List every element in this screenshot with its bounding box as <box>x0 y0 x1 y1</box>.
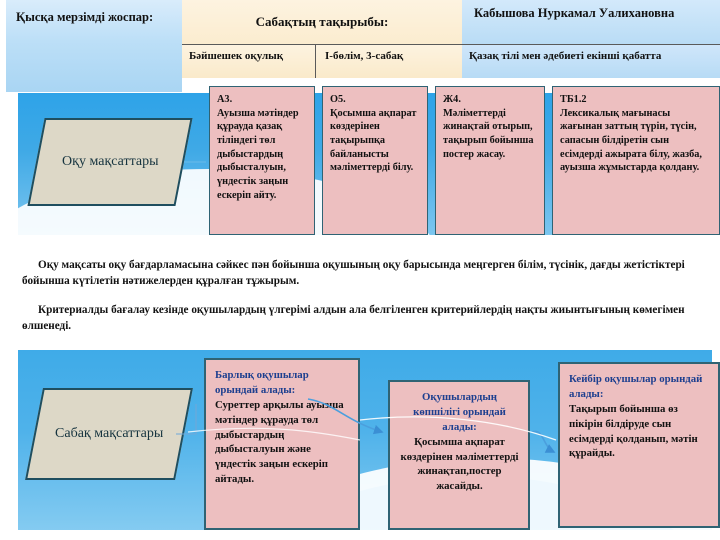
lesson-objective-heading: Кейбір оқушылар орындай алады: <box>569 373 703 400</box>
objective-card-code: Ж4. <box>443 94 461 105</box>
subject-place-label: Қазақ тілі мен әдебиеті екінші қабатта <box>469 50 662 62</box>
lesson-objective-text: Тақырып бойынша өз пікірін білдіруде сын есімдерді қолданып, мәтін құрайды. <box>569 402 698 460</box>
teacher-name-cell <box>462 0 720 44</box>
section-lesson-cell <box>315 44 462 78</box>
note-paragraph-1 <box>22 258 708 290</box>
lesson-objective-card <box>558 362 720 528</box>
lesson-objective-heading: Барлық оқушылар орындай алады: <box>215 369 309 396</box>
learning-objectives-node <box>27 118 192 206</box>
objective-card-code: О5. <box>330 94 346 105</box>
lesson-objective-card <box>204 358 360 530</box>
subject-place-cell <box>462 44 720 78</box>
note-paragraph-1-text: Оқу мақсаты оқу бағдарламасына сәйкес пән бойынша оқушының оқу барысында меңгерген білім, түсінік, дағды жетістіктері бойынша күтілетін нәтижелерден құралған тұжырым. <box>22 259 685 287</box>
lesson-objective-card <box>388 380 530 530</box>
lesson-objective-heading: Оқушылардың көпшілігі орындай алады: <box>413 391 506 433</box>
learning-objectives-node-label: Оқу мақсаттары <box>61 154 159 170</box>
objective-card-code: А3. <box>217 94 233 105</box>
lesson-objectives-node-label: Сабақ мақсаттары <box>54 426 164 442</box>
lesson-objective-text: Қосымша ақпарат көздерінен мәліметтерді жинақтап,постер жасайды. <box>400 435 519 493</box>
objective-card-text: Мәліметтерді жинақтай отырып, тақырып бойынша постер жасау. <box>443 107 534 160</box>
objective-card <box>552 86 720 235</box>
short-term-plan-label: Қысқа мерзімді жоспар: <box>16 10 154 24</box>
lesson-topic-label: Сабақтың тақырыбы: <box>255 14 389 29</box>
teacher-name-label: Кабышова Нуркамал Уалихановна <box>474 6 675 20</box>
short-term-plan-cell <box>6 0 182 92</box>
lesson-topic-cell <box>182 0 462 44</box>
objective-card-code: ТБ1.2 <box>560 94 587 105</box>
objective-card-text: Лексикалық мағынасы жағынан заттың түрін, түсін, сапасын білдіретін сын есімдерді ажырата білу, жазба, ауызша жұмыстарда қолдану. <box>560 107 702 174</box>
note-paragraph-2-text: Критериалды бағалау кезінде оқушылардың үлгерімі алдын ала белгіленген критерийлердің нақты жиынтығының көмегімен өлшенеді. <box>22 304 685 332</box>
lesson-objective-text: Суреттер арқылы ауызша мәтіндер құрауда төл дыбыстардың дыбысталуын және үндестік заңын ескеріп айтады. <box>215 398 344 486</box>
textbook-label: Бәйшешек оқулық <box>189 50 284 62</box>
objective-card-text: Қосымша ақпарат көздерінен тақырыпқа байланысты мәліметтерді білу. <box>330 107 417 174</box>
note-paragraph-2 <box>22 303 708 335</box>
objective-card-text: Ауызша мәтіндер құрауда қазақ тіліндегі төл дыбыстардың дыбысталуын, үндестік заңын ескеріп айту. <box>217 107 299 201</box>
section-lesson-label: I-бөлім, 3-сабақ <box>325 50 404 62</box>
objective-card <box>435 86 545 235</box>
textbook-cell <box>182 44 315 78</box>
lesson-objectives-node <box>25 388 193 480</box>
objective-card <box>322 86 428 235</box>
objective-card <box>209 86 315 235</box>
